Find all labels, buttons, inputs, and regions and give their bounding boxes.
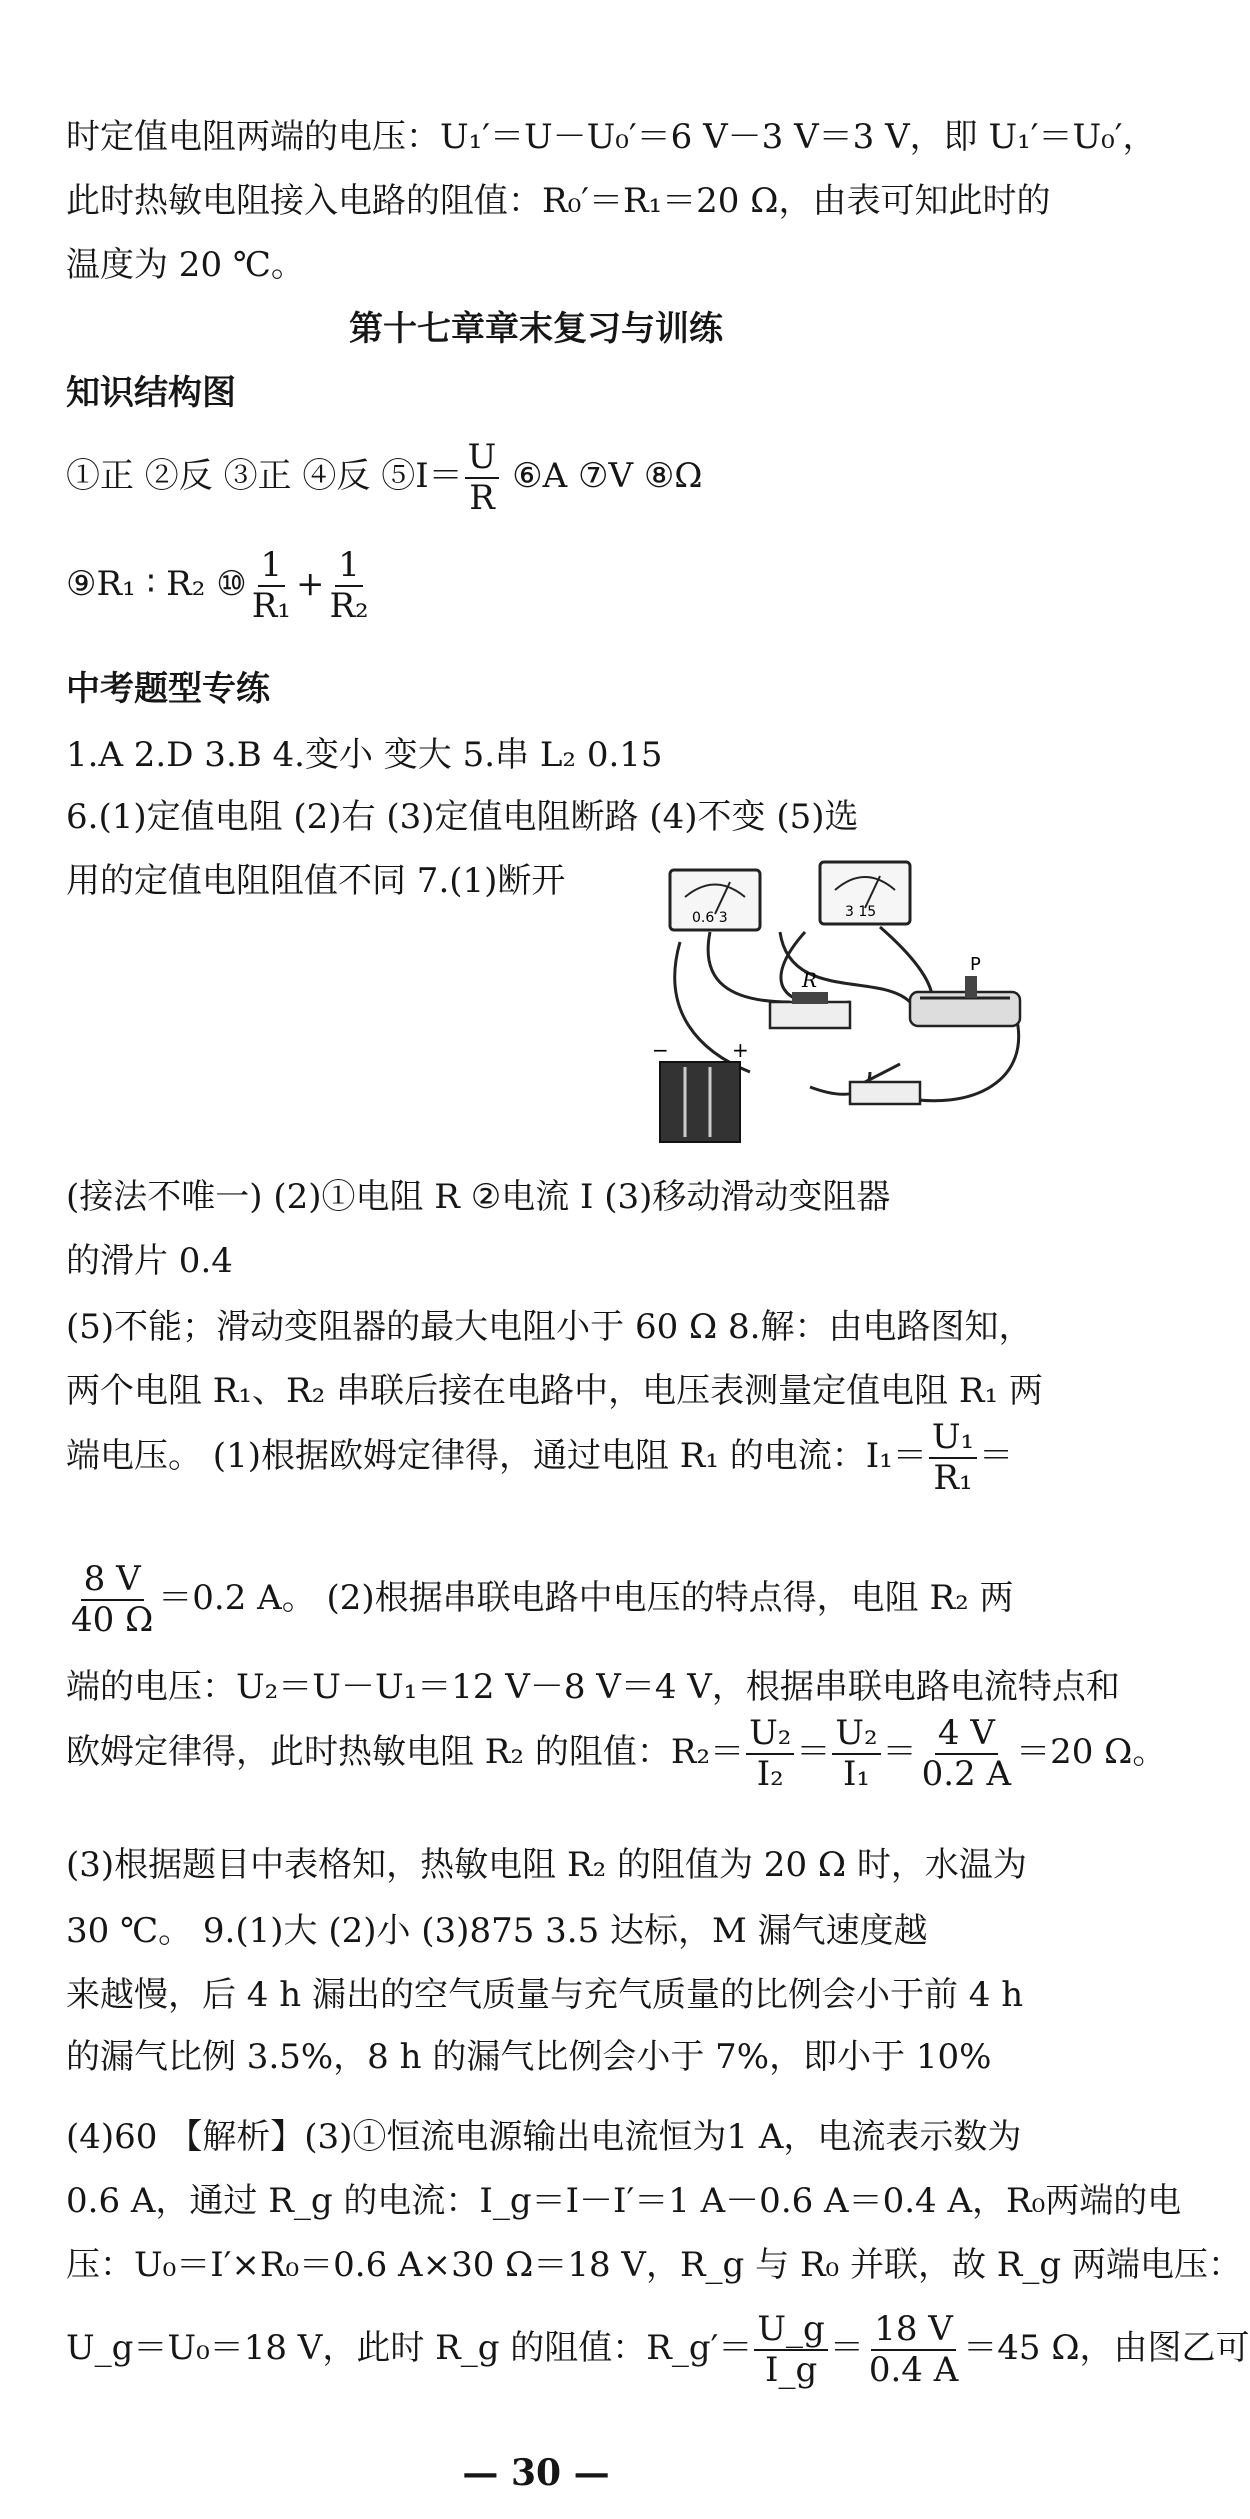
answer-line-formula: 欧姆定律得，此时热敏电阻 R₂ 的阻值：R₂＝ $\frac{\text{U₂}}{\text{I₂}}$ ＝ $\frac{\text{U₂}}{\text{I₁}}$ ＝ $\frac{4 V}{0.2 A}$ ＝20 Ω。 — [66, 1713, 1167, 1795]
fraction: $\frac{\text{U₂}}{\text{I₂}}$ — [746, 1714, 794, 1794]
answer-line: 端的电压：U₂＝U－U₁＝12 V－8 V＝4 V，根据串联电路电流特点和 — [66, 1667, 1120, 1707]
circuit-figure — [640, 852, 1040, 1162]
fraction: $\frac{\text{U₂}}{\text{I₁}}$ — [832, 1714, 880, 1794]
answer-line: 1.A 2.D 3.B 4.变小 变大 5.串 L₂ 0.15 — [66, 735, 663, 775]
answer-line: 6.(1)定值电阻 (2)右 (3)定值电阻断路 (4)不变 (5)选 — [66, 797, 859, 837]
knowledge-text: ①正 ②反 ③正 ④反 ⑤I＝ — [66, 456, 463, 497]
svg-text:0.6 3: 0.6 3 — [692, 910, 728, 926]
answer-line: (5)不能；滑动变阻器的最大电阻小于 60 Ω 8.解：由电路图知， — [66, 1307, 1033, 1347]
fraction: $\frac{4 V}{0.2 A}$ — [921, 1713, 1012, 1795]
section-heading: 中考题型专练 — [66, 669, 270, 709]
plus-sign: + — [295, 564, 325, 605]
chapter-title: 第十七章章末复习与训练 — [349, 309, 723, 349]
answer-line: 用的定值电阻阻值不同 7.(1)断开 — [66, 861, 566, 901]
answer-line: 30 ℃。 9.(1)大 (2)小 (3)875 3.5 达标，M 漏气速度越 — [66, 1911, 928, 1951]
answer-line-formula: U_g＝U₀＝18 V，此时 R_g 的阻值：R_g′＝ $\frac{U\_g}{I\_g}$ ＝ $\frac{18 V}{0.4 A}$ ＝45 Ω，由图乙可 — [66, 2309, 1250, 2391]
battery-icon — [652, 1038, 749, 1142]
svg-text:P: P — [970, 954, 981, 975]
answer-line: 0.6 A，通过 R_g 的电流：I_g＝I－I′＝1 A－0.6 A＝0.4 A，R₀两端的电 — [66, 2181, 1182, 2221]
fraction: $\frac{1}{\text{R₁}}$ — [251, 545, 291, 627]
answer-line: 两个电阻 R₁、R₂ 串联后接在电路中，电压表测量定值电阻 R₁ 两 — [66, 1371, 1043, 1411]
fraction: $\frac{U}{R}$ — [465, 438, 500, 518]
answer-line: (3)根据题目中表格知，热敏电阻 R₂ 的阻值为 20 Ω 时，水温为 — [66, 1845, 1027, 1885]
knowledge-line-1 — [66, 438, 1012, 518]
svg-text:3 15: 3 15 — [845, 904, 877, 920]
answer-line: (接法不唯一) (2)①电阻 R ②电流 I (3)移动滑动变阻器 — [66, 1177, 891, 1217]
answer-line: 来越慢，后 4 h 漏出的空气质量与充气质量的比例会小于前 4 h — [66, 1975, 1024, 2015]
answer-line-formula: $\frac{8 V}{40 \Omega}$ ＝0.2 A。 (2)根据串联电路中电压的特点得，电阻 R₂ 两 — [66, 1560, 1012, 1640]
answer-line: 压：U₀＝I′×R₀＝0.6 A×30 Ω＝18 V，R_g 与 R₀ 并联，故 R_g 两端电压： — [66, 2245, 1242, 2285]
answer-line-formula: 端电压。 (1)根据欧姆定律得，通过电阻 R₁ 的电流：I₁＝ $\frac{\text{U₁}}{\text{R₁}}$ ＝ — [66, 1417, 1014, 1499]
section-heading: 知识结构图 — [66, 373, 236, 413]
fraction: $\frac{1}{\text{R₂}}$ — [329, 545, 369, 627]
fraction: $\frac{8 V}{40 \Omega}$ — [71, 1559, 154, 1641]
answer-line: 的漏气比例 3.5%，8 h 的漏气比例会小于 7%，即小于 10% — [66, 2037, 992, 2077]
text-line: 温度为 20 ℃。 — [66, 245, 305, 285]
fraction: $\frac{18 V}{0.4 A}$ — [868, 2309, 959, 2391]
fraction: $\frac{\text{U₁}}{\text{R₁}}$ — [929, 1418, 977, 1498]
svg-text:+: + — [732, 1038, 749, 1062]
answer-line: 的滑片 0.4 — [66, 1241, 233, 1281]
text-line: 时定值电阻两端的电压：U₁′＝U－U₀′＝6 V－3 V＝3 V，即 U₁′＝U₀′， — [66, 117, 1157, 157]
text-line: 此时热敏电阻接入电路的阻值：R₀′＝R₁＝20 Ω，由表可知此时的 — [66, 181, 1051, 221]
page-number: — 30 — — [462, 2452, 610, 2494]
fraction: $\frac{U\_g}{I\_g}$ — [754, 2310, 827, 2390]
voltmeter-icon — [820, 862, 910, 924]
ammeter-icon — [670, 870, 760, 930]
switch-icon — [850, 1064, 920, 1104]
svg-text:R: R — [802, 968, 818, 992]
answer-line: (4)60 【解析】(3)①恒流电源输出电流恒为1 A，电流表示数为 — [66, 2117, 1022, 2157]
knowledge-line-2 — [66, 546, 1012, 626]
knowledge-text: ⑥A ⑦V ⑧Ω — [501, 456, 703, 497]
svg-text:−: − — [652, 1038, 669, 1062]
knowledge-text: ⑨R₁ ∶ R₂ ⑩ — [66, 564, 247, 605]
rheostat-icon — [910, 954, 1020, 1026]
